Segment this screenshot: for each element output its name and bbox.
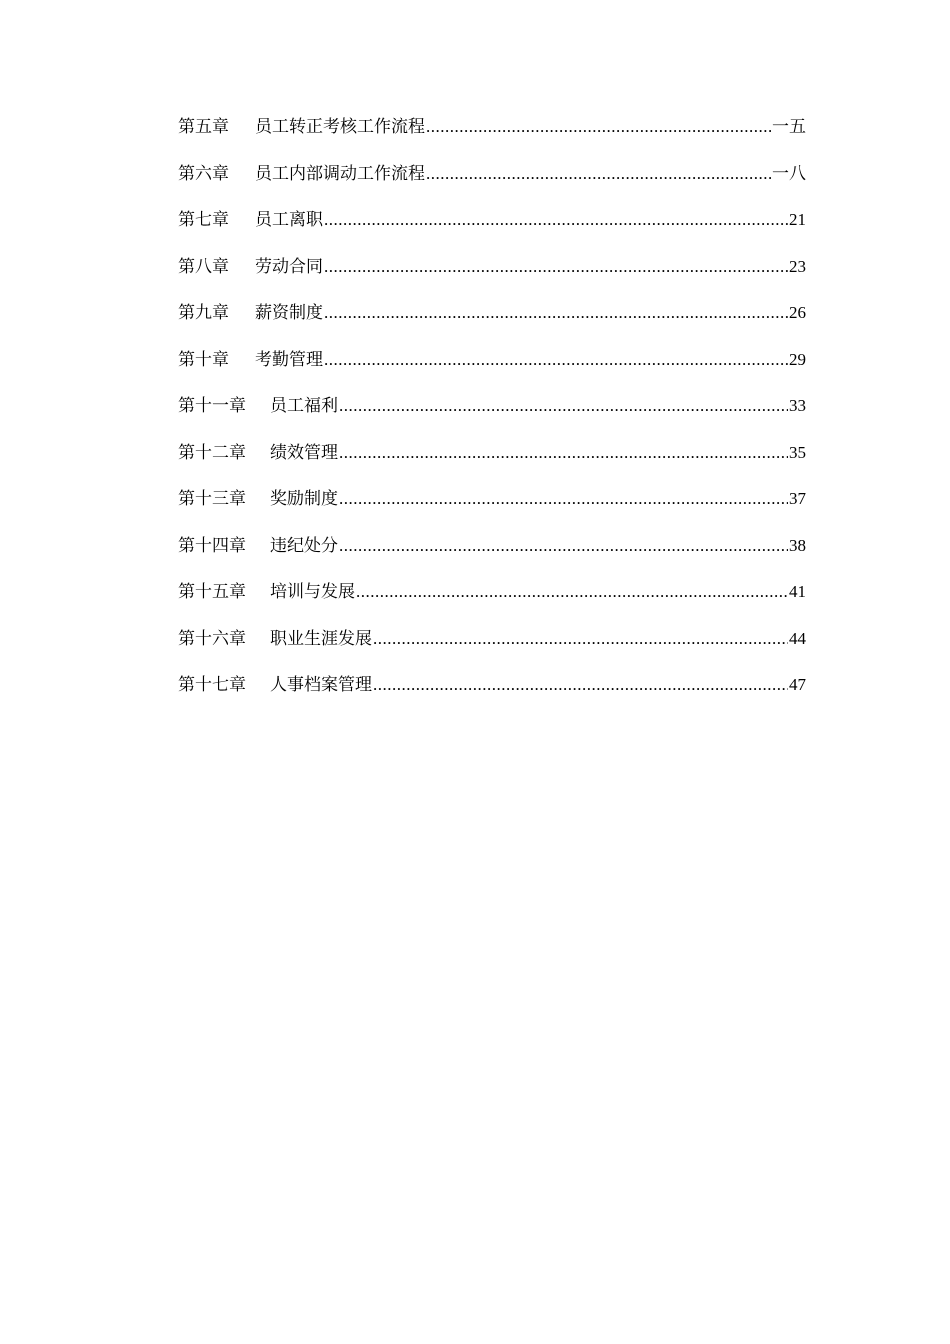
dot-leader: [324, 250, 788, 284]
chapter-title: 薪资制度: [255, 303, 323, 323]
chapter-number: 第十六章: [178, 628, 246, 649]
chapter-title: 奖励制度: [270, 489, 338, 509]
toc-entry[interactable]: [178, 529, 806, 576]
chapter-number: 第十四章: [178, 535, 246, 556]
page-number: 21: [789, 210, 806, 229]
chapter-number: 第九章: [178, 303, 229, 323]
chapter-title: 考勤管理: [255, 349, 323, 370]
dot-leader: [324, 203, 788, 237]
page-number: 23: [789, 256, 806, 276]
chapter-number: 第十一章: [178, 396, 246, 416]
dot-leader: [339, 529, 788, 563]
page-number: 44: [789, 628, 806, 648]
toc-entry[interactable]: [178, 575, 806, 622]
toc-entry[interactable]: [178, 110, 806, 157]
toc-entry[interactable]: [178, 296, 806, 343]
chapter-number: 第七章: [178, 210, 229, 230]
toc-entry[interactable]: [178, 203, 806, 250]
chapter-number: 第六章: [178, 163, 229, 184]
chapter-title: 违纪处分: [270, 535, 338, 556]
dot-leader: [324, 343, 788, 377]
page-number: 33: [789, 396, 806, 415]
dot-leader: [426, 110, 771, 144]
chapter-number: 第十章: [178, 349, 229, 370]
toc-entry[interactable]: [178, 250, 806, 297]
page-number: 37: [789, 489, 806, 508]
toc-entry[interactable]: [178, 482, 806, 529]
chapter-title: 劳动合同: [255, 256, 323, 277]
page-number: 47: [789, 675, 806, 694]
chapter-title: 人事档案管理: [270, 675, 372, 695]
page-number: 一五: [772, 117, 806, 136]
dot-leader: [356, 575, 788, 609]
page-number: 一八: [772, 163, 806, 183]
chapter-number: 第五章: [178, 117, 229, 137]
chapter-title: 员工离职: [255, 210, 323, 230]
page-number: 29: [789, 349, 806, 369]
chapter-title: 绩效管理: [270, 442, 338, 463]
chapter-number: 第十三章: [178, 489, 246, 509]
chapter-number: 第八章: [178, 256, 229, 277]
page-number: 38: [789, 535, 806, 555]
toc-entry[interactable]: [178, 343, 806, 390]
dot-leader: [339, 482, 788, 516]
chapter-number: 第十五章: [178, 582, 246, 602]
page-number: 41: [789, 582, 806, 601]
chapter-title: 员工转正考核工作流程: [255, 117, 425, 137]
dot-leader: [373, 668, 788, 702]
chapter-title: 职业生涯发展: [270, 628, 372, 649]
chapter-number: 第十七章: [178, 675, 246, 695]
toc-entry[interactable]: [178, 668, 806, 715]
chapter-title: 员工福利: [270, 396, 338, 416]
chapter-title: 培训与发展: [270, 582, 355, 602]
toc-entry[interactable]: [178, 157, 806, 204]
dot-leader: [373, 622, 788, 656]
dot-leader: [324, 296, 788, 330]
chapter-title: 员工内部调动工作流程: [255, 163, 425, 184]
chapter-number: 第十二章: [178, 442, 246, 463]
toc-entry[interactable]: [178, 622, 806, 669]
table-of-contents: [178, 110, 806, 715]
dot-leader: [426, 157, 771, 191]
page-number: 35: [789, 442, 806, 462]
toc-entry[interactable]: [178, 389, 806, 436]
dot-leader: [339, 436, 788, 470]
toc-entry[interactable]: [178, 436, 806, 483]
page-number: 26: [789, 303, 806, 322]
dot-leader: [339, 389, 788, 423]
